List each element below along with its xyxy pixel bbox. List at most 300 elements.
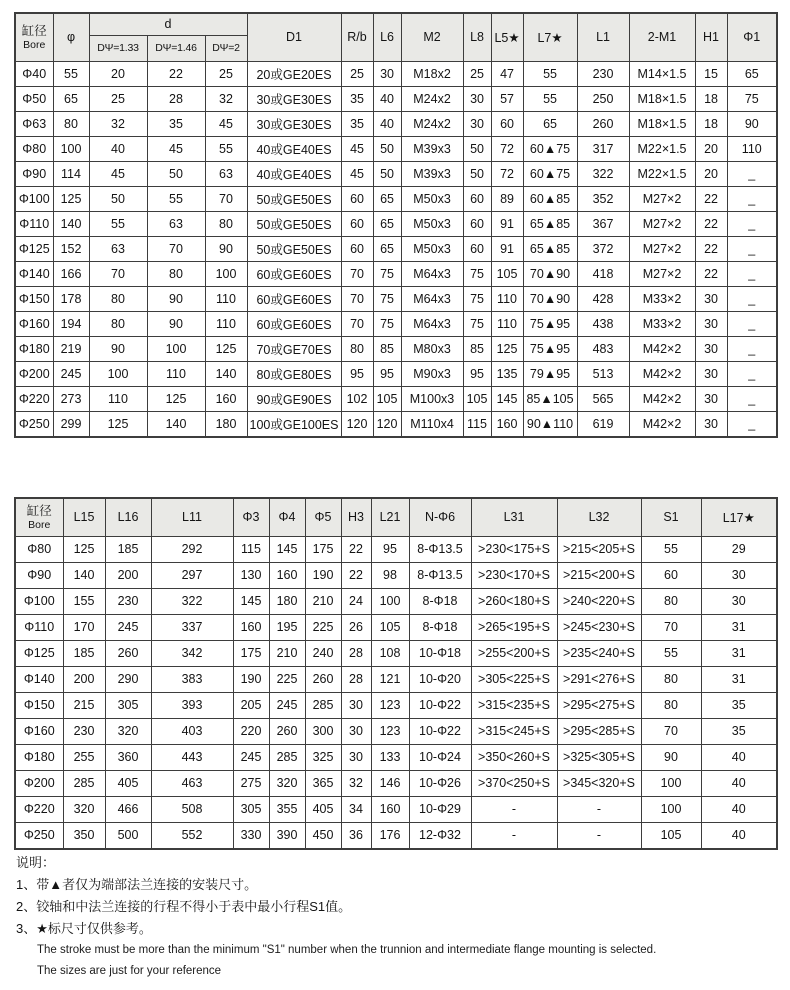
table-cell: 320 [63, 796, 105, 822]
table-cell: 80 [147, 261, 205, 286]
table-cell: 95 [371, 536, 409, 562]
col-header-l11: L11 [151, 498, 233, 536]
bore-label-en: Bore [28, 518, 51, 531]
table-row [15, 236, 777, 261]
table-row [15, 136, 777, 161]
table-cell: 18 [695, 86, 727, 111]
table-cell: 483 [577, 336, 629, 361]
table-cell: 110 [147, 361, 205, 386]
table-cell: 75 [463, 311, 491, 336]
table-cell: Φ140 [15, 666, 63, 692]
col-header-phi1: Φ1 [727, 13, 777, 61]
table-cell: 95 [463, 361, 491, 386]
table-cell: 145 [269, 536, 305, 562]
table-cell: 30 [695, 311, 727, 336]
table-cell: _ [727, 411, 777, 437]
table-cell: 50 [463, 136, 491, 161]
table-cell: 260 [577, 111, 629, 136]
table-cell: 463 [151, 770, 233, 796]
table-cell: 160 [491, 411, 523, 437]
table-cell: _ [727, 286, 777, 311]
col-header-l16: L16 [105, 498, 151, 536]
table-cell: 178 [53, 286, 89, 311]
note-item-3: 3、★标尺寸仅供参考。 [16, 921, 152, 936]
table-cell: 45 [147, 136, 205, 161]
table-cell: 10-Φ22 [409, 718, 471, 744]
table-cell: M24x2 [401, 111, 463, 136]
table-cell: 65 [373, 211, 401, 236]
table-cell: 350 [63, 822, 105, 849]
table-cell: 466 [105, 796, 151, 822]
col-header-rb: R/b [341, 13, 373, 61]
table-cell: 75 [463, 261, 491, 286]
table-cell: 320 [269, 770, 305, 796]
table-cell: 63 [89, 236, 147, 261]
table-cell: 10-Φ29 [409, 796, 471, 822]
table-cell: 260 [305, 666, 341, 692]
col-header-2m1: 2-M1 [629, 13, 695, 61]
table-cell: 70 [641, 718, 701, 744]
table-cell: Φ150 [15, 286, 53, 311]
table-cell: 290 [105, 666, 151, 692]
table-cell: 245 [105, 614, 151, 640]
col-header-l15: L15 [63, 498, 105, 536]
table-cell: 70 [89, 261, 147, 286]
col-header-l8: L8 [463, 13, 491, 61]
table-cell: 26 [341, 614, 371, 640]
table-cell: - [471, 822, 557, 849]
table-cell: 50或GE50ES [247, 186, 341, 211]
table-cell: 365 [305, 770, 341, 796]
table-cell: 180 [205, 411, 247, 437]
table-cell: 31 [701, 614, 777, 640]
table-cell: 50或GE50ES [247, 211, 341, 236]
table-cell: 90 [205, 236, 247, 261]
table-cell: _ [727, 386, 777, 411]
table-cell: >315<245+S [471, 718, 557, 744]
table-cell: 60或GE60ES [247, 286, 341, 311]
table-cell: 355 [269, 796, 305, 822]
table-cell: 125 [89, 411, 147, 437]
table-cell: 125 [53, 186, 89, 211]
table-cell: >315<235+S [471, 692, 557, 718]
table-cell: 18 [695, 111, 727, 136]
table-cell: 35 [147, 111, 205, 136]
table-cell: 80或GE80ES [247, 361, 341, 386]
table-cell: 45 [205, 111, 247, 136]
col-header-l1: L1 [577, 13, 629, 61]
table-cell: 418 [577, 261, 629, 286]
col-header-l7: L7★ [523, 13, 577, 61]
table-cell: M50x3 [401, 236, 463, 261]
table-cell: 60 [641, 562, 701, 588]
col-header-l31: L31 [471, 498, 557, 536]
table-cell: M64x3 [401, 261, 463, 286]
table-cell: 12-Φ32 [409, 822, 471, 849]
table-cell: 22 [341, 536, 371, 562]
table-row [15, 286, 777, 311]
table-cell: _ [727, 336, 777, 361]
col-header-h1: H1 [695, 13, 727, 61]
table-cell: 95 [373, 361, 401, 386]
table-cell: 79▲95 [523, 361, 577, 386]
bore-label-zh: 缸径 [21, 23, 47, 38]
table-cell: 166 [53, 261, 89, 286]
table-cell: 30 [341, 718, 371, 744]
table-cell: 220 [233, 718, 269, 744]
table-row [15, 386, 777, 411]
table-cell: 30 [341, 692, 371, 718]
table-cell: 250 [577, 86, 629, 111]
table-cell: 95 [341, 361, 373, 386]
table-cell: 619 [577, 411, 629, 437]
table-cell: 194 [53, 311, 89, 336]
table-cell: 114 [53, 161, 89, 186]
table-cell: M39x3 [401, 161, 463, 186]
table-cell: 205 [233, 692, 269, 718]
table-cell: _ [727, 211, 777, 236]
table-cell: 123 [371, 692, 409, 718]
table-cell: 40 [373, 111, 401, 136]
table-cell: 140 [53, 211, 89, 236]
col-header-phi4: Φ4 [269, 498, 305, 536]
table-cell: 30 [695, 336, 727, 361]
table-cell: 260 [269, 718, 305, 744]
table-cell: Φ140 [15, 261, 53, 286]
table-cell: _ [727, 236, 777, 261]
table-cell: 25 [341, 61, 373, 86]
table-cell: 175 [305, 536, 341, 562]
table-cell: 30 [463, 111, 491, 136]
table-cell: 322 [577, 161, 629, 186]
dimensions-table-2 [14, 497, 778, 850]
table-cell: 22 [695, 211, 727, 236]
table-cell: 35 [341, 86, 373, 111]
table-cell: M110x4 [401, 411, 463, 437]
table-cell: 32 [205, 86, 247, 111]
table-cell: 105 [491, 261, 523, 286]
table-cell: 65 [727, 61, 777, 86]
dimensions-table-1 [14, 12, 778, 438]
table-cell: Φ125 [15, 640, 63, 666]
table-cell: 322 [151, 588, 233, 614]
table-cell: 372 [577, 236, 629, 261]
table-cell: 176 [371, 822, 409, 849]
table-cell: >230<175+S [471, 536, 557, 562]
table-cell: 443 [151, 744, 233, 770]
table-cell: 160 [205, 386, 247, 411]
table-cell: 65 [373, 236, 401, 261]
table-cell: 230 [63, 718, 105, 744]
table-cell: 57 [491, 86, 523, 111]
table-cell: Φ220 [15, 386, 53, 411]
table-cell: 125 [63, 536, 105, 562]
col-header-s1: S1 [641, 498, 701, 536]
table-cell: 317 [577, 136, 629, 161]
table-cell: 230 [577, 61, 629, 86]
table-row [15, 336, 777, 361]
table-cell: 60 [463, 186, 491, 211]
table-cell: M27×2 [629, 236, 695, 261]
table-cell: 20 [89, 61, 147, 86]
table-cell: 100或GE100ES [247, 411, 341, 437]
table-cell: Φ160 [15, 311, 53, 336]
table-cell: 31 [701, 666, 777, 692]
table-cell: 40 [89, 136, 147, 161]
table-cell: 145 [491, 386, 523, 411]
table-cell: M24x2 [401, 86, 463, 111]
table-cell: 342 [151, 640, 233, 666]
table-row [15, 261, 777, 286]
table-cell: 100 [53, 136, 89, 161]
table-cell: Φ90 [15, 562, 63, 588]
table-cell: 32 [341, 770, 371, 796]
table-cell: 75 [463, 286, 491, 311]
table1-body [15, 61, 777, 437]
table-cell: 70 [147, 236, 205, 261]
table-cell: Φ63 [15, 111, 53, 136]
table-cell: Φ180 [15, 336, 53, 361]
note-item-1: 1、带▲者仅为端部法兰连接的安装尺寸。 [16, 877, 258, 892]
table-cell: 120 [373, 411, 401, 437]
table-cell: 22 [695, 261, 727, 286]
table-cell: 70 [341, 286, 373, 311]
table-cell: - [557, 822, 641, 849]
table-cell: 50 [373, 161, 401, 186]
table-cell: Φ40 [15, 61, 53, 86]
table-cell: 285 [63, 770, 105, 796]
table-cell: 513 [577, 361, 629, 386]
table-cell: 25 [89, 86, 147, 111]
table-cell: M27×2 [629, 211, 695, 236]
table-cell: 125 [147, 386, 205, 411]
table-cell: 102 [341, 386, 373, 411]
table-cell: 91 [491, 236, 523, 261]
table-cell: 60▲75 [523, 161, 577, 186]
table-cell: 70 [641, 614, 701, 640]
table-cell: 75▲95 [523, 336, 577, 361]
table-cell: 55 [205, 136, 247, 161]
table-cell: Φ180 [15, 744, 63, 770]
table-cell: 34 [341, 796, 371, 822]
table-cell: Φ50 [15, 86, 53, 111]
table-cell: 60 [491, 111, 523, 136]
table-cell: 110 [205, 286, 247, 311]
table-cell: 115 [463, 411, 491, 437]
table-cell: 8-Φ13.5 [409, 562, 471, 588]
table-cell: 8-Φ18 [409, 588, 471, 614]
table-cell: Φ160 [15, 718, 63, 744]
table-row [15, 186, 777, 211]
col-header-nphi6: N-Φ6 [409, 498, 471, 536]
table-cell: 337 [151, 614, 233, 640]
table-cell: 105 [463, 386, 491, 411]
table-cell: 35 [341, 111, 373, 136]
table-cell: 40 [701, 822, 777, 849]
table2-body [15, 536, 777, 849]
table-cell: M22×1.5 [629, 136, 695, 161]
table-cell: M27×2 [629, 261, 695, 286]
table-cell: 300 [305, 718, 341, 744]
table-cell: 22 [695, 186, 727, 211]
table-cell: 195 [269, 614, 305, 640]
table-cell: 22 [341, 562, 371, 588]
table-cell: 80 [341, 336, 373, 361]
table-cell: 24 [341, 588, 371, 614]
table-cell: _ [727, 261, 777, 286]
col-header-l32: L32 [557, 498, 641, 536]
table-cell: 90 [89, 336, 147, 361]
table-cell: 60▲85 [523, 186, 577, 211]
table-cell: 160 [371, 796, 409, 822]
table-cell: 35 [701, 692, 777, 718]
table-cell: 140 [147, 411, 205, 437]
table-cell: 40 [701, 744, 777, 770]
table-row [15, 562, 777, 588]
table-cell: 30 [701, 562, 777, 588]
table-cell: Φ110 [15, 614, 63, 640]
table-cell: 63 [205, 161, 247, 186]
table-cell: 155 [63, 588, 105, 614]
table-cell: 225 [305, 614, 341, 640]
table-cell: 130 [233, 562, 269, 588]
col-header-d-psi133: DΨ=1.33 [89, 35, 147, 61]
col-header-phi3: Φ3 [233, 498, 269, 536]
table-cell: M27×2 [629, 186, 695, 211]
table-row [15, 588, 777, 614]
table-cell: 55 [523, 86, 577, 111]
table-cell: 405 [105, 770, 151, 796]
table-row [15, 614, 777, 640]
table-cell: 29 [701, 536, 777, 562]
table-cell: 125 [491, 336, 523, 361]
table-cell: >240<220+S [557, 588, 641, 614]
table-cell: 230 [105, 588, 151, 614]
table-cell: Φ100 [15, 588, 63, 614]
table-cell: 50或GE50ES [247, 236, 341, 261]
table-cell: 405 [305, 796, 341, 822]
table-cell: 72 [491, 136, 523, 161]
table-cell: 30 [695, 286, 727, 311]
table-cell: 180 [269, 588, 305, 614]
table-cell: 393 [151, 692, 233, 718]
table-cell: M50x3 [401, 186, 463, 211]
table-cell: 85 [373, 336, 401, 361]
table-cell: 215 [63, 692, 105, 718]
table-cell: 65 [523, 111, 577, 136]
table-cell: _ [727, 361, 777, 386]
table-cell: 55 [89, 211, 147, 236]
table-cell: 30 [463, 86, 491, 111]
table-cell: 260 [105, 640, 151, 666]
table-cell: 110 [491, 286, 523, 311]
table-cell: 55 [523, 61, 577, 86]
table-cell: 30 [701, 588, 777, 614]
table-cell: 70或GE70ES [247, 336, 341, 361]
table-cell: 100 [371, 588, 409, 614]
table-cell: 90 [147, 286, 205, 311]
table-cell: 75 [727, 86, 777, 111]
table-cell: 133 [371, 744, 409, 770]
table-cell: 30 [341, 744, 371, 770]
table-row [15, 822, 777, 849]
table-cell: 90 [727, 111, 777, 136]
table-cell: 273 [53, 386, 89, 411]
table-cell: _ [727, 186, 777, 211]
table-cell: 297 [151, 562, 233, 588]
table-cell: 140 [63, 562, 105, 588]
table-cell: 55 [147, 186, 205, 211]
table-cell: 28 [341, 666, 371, 692]
table-cell: 30 [695, 361, 727, 386]
table-cell: 100 [641, 770, 701, 796]
table-cell: 285 [269, 744, 305, 770]
notes-section [16, 852, 776, 982]
col-header-d: d [89, 13, 247, 35]
table-cell: 320 [105, 718, 151, 744]
table-cell: 60▲75 [523, 136, 577, 161]
table-cell: 72 [491, 161, 523, 186]
table-cell: 60 [341, 236, 373, 261]
table-cell: 89 [491, 186, 523, 211]
table-cell: 47 [491, 61, 523, 86]
table-cell: Φ80 [15, 136, 53, 161]
table-cell: 352 [577, 186, 629, 211]
table-cell: 255 [63, 744, 105, 770]
table-cell: M33×2 [629, 286, 695, 311]
table-cell: >345<320+S [557, 770, 641, 796]
table-cell: 403 [151, 718, 233, 744]
table-row [15, 361, 777, 386]
col-header-bore [15, 13, 53, 61]
table-cell: >255<200+S [471, 640, 557, 666]
table-cell: M33×2 [629, 311, 695, 336]
table-cell: 120 [341, 411, 373, 437]
table-cell: 45 [341, 161, 373, 186]
table-cell: 121 [371, 666, 409, 692]
table-cell: M18×1.5 [629, 111, 695, 136]
table-cell: 185 [63, 640, 105, 666]
bore-label-zh: 缸径 [26, 503, 52, 518]
table-cell: Φ100 [15, 186, 53, 211]
table-cell: >350<260+S [471, 744, 557, 770]
table-cell: 175 [233, 640, 269, 666]
table-row [15, 211, 777, 236]
table-cell: 110 [89, 386, 147, 411]
table-cell: 100 [205, 261, 247, 286]
table-cell: 70▲90 [523, 286, 577, 311]
table-cell: 135 [491, 361, 523, 386]
table-cell: 115 [233, 536, 269, 562]
table-cell: 285 [305, 692, 341, 718]
table-cell: Φ110 [15, 211, 53, 236]
table-cell: 100 [641, 796, 701, 822]
table-cell: 305 [105, 692, 151, 718]
col-header-m2: M2 [401, 13, 463, 61]
table-cell: 45 [341, 136, 373, 161]
table-cell: 60或GE60ES [247, 261, 341, 286]
table-cell: 60 [341, 211, 373, 236]
table-cell: 450 [305, 822, 341, 849]
table-cell: 383 [151, 666, 233, 692]
table-cell: 123 [371, 718, 409, 744]
table-cell: 80 [641, 666, 701, 692]
table-cell: 50 [373, 136, 401, 161]
table-cell: 110 [205, 311, 247, 336]
table-cell: 50 [89, 186, 147, 211]
table-cell: >215<205+S [557, 536, 641, 562]
table-cell: 60或GE60ES [247, 311, 341, 336]
